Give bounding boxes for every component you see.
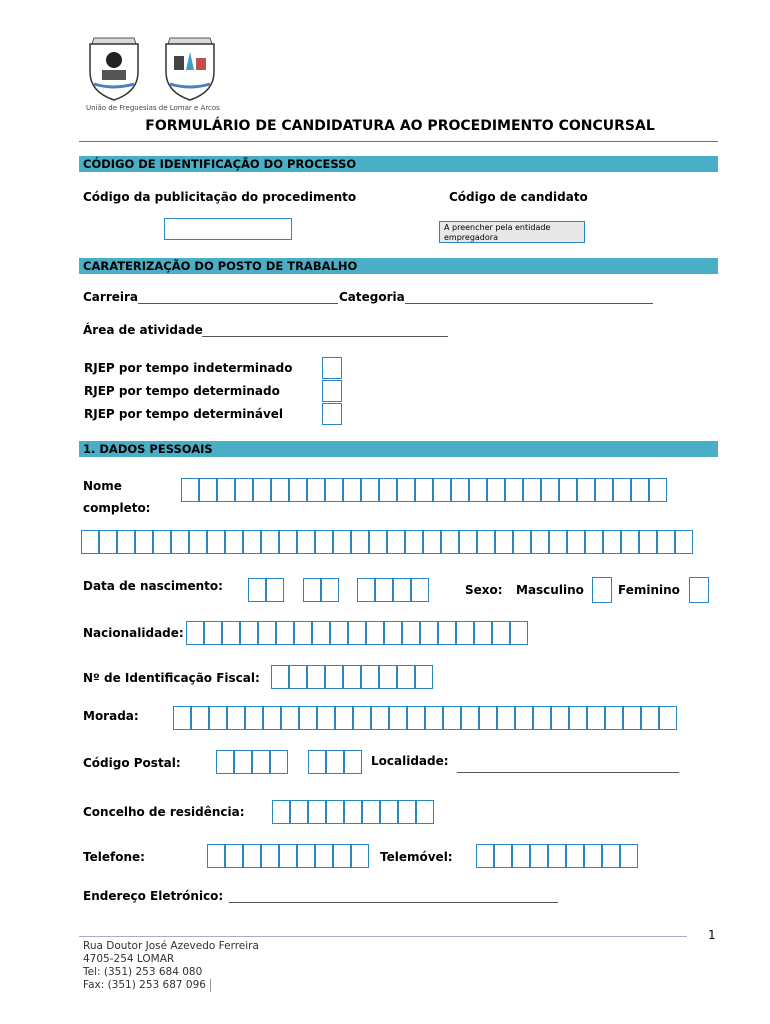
char-box[interactable] <box>282 707 300 729</box>
char-box[interactable] <box>457 622 475 644</box>
char-box[interactable] <box>334 845 352 867</box>
candidate-code-note: A preencher pela entidade empregadora <box>444 223 551 242</box>
char-box[interactable] <box>118 531 136 553</box>
char-box[interactable] <box>259 622 277 644</box>
publication-code-label: Código da publicitação do procedimento <box>83 190 357 204</box>
char-box[interactable] <box>154 531 172 553</box>
email-input[interactable] <box>229 902 558 903</box>
char-box[interactable] <box>650 479 666 501</box>
birth-label: Data de nascimento: <box>83 579 223 593</box>
char-box[interactable] <box>298 531 316 553</box>
char-box[interactable] <box>439 622 457 644</box>
char-box[interactable] <box>358 579 376 601</box>
county-label: Concelho de residência: <box>83 805 245 819</box>
char-box[interactable] <box>82 531 100 553</box>
char-box[interactable] <box>295 622 313 644</box>
char-box[interactable] <box>228 707 246 729</box>
char-box[interactable] <box>560 479 578 501</box>
candidate-code-box <box>439 221 585 243</box>
char-box[interactable] <box>388 531 406 553</box>
char-box[interactable] <box>498 707 516 729</box>
char-box[interactable] <box>208 845 226 867</box>
career-label: Carreira <box>83 290 139 304</box>
char-box[interactable] <box>331 622 349 644</box>
phone-label: Telefone: <box>83 850 145 864</box>
crest-arcos-logo <box>156 30 224 105</box>
char-box[interactable] <box>399 801 417 823</box>
char-box[interactable] <box>308 479 326 501</box>
locality-label: Localidade: <box>371 754 449 768</box>
char-box[interactable] <box>264 707 282 729</box>
birth-year-input[interactable] <box>357 578 429 602</box>
char-box[interactable] <box>280 845 298 867</box>
option-indeterminate-checkbox[interactable] <box>322 357 342 379</box>
char-box[interactable] <box>588 707 606 729</box>
char-box[interactable] <box>412 579 428 601</box>
char-box[interactable] <box>632 479 650 501</box>
char-box[interactable] <box>424 531 442 553</box>
name-input-row1[interactable] <box>181 478 667 502</box>
char-box[interactable] <box>478 531 496 553</box>
option-determinate-label: RJEP por tempo determinado <box>84 384 280 398</box>
char-box[interactable] <box>308 666 326 688</box>
char-box[interactable] <box>291 801 309 823</box>
female-checkbox[interactable] <box>689 577 709 603</box>
char-box[interactable] <box>244 845 262 867</box>
name-input-row2[interactable] <box>81 530 693 554</box>
address-label: Morada: <box>83 709 139 723</box>
char-box[interactable] <box>578 479 596 501</box>
page-number: 1 <box>708 928 716 942</box>
char-box[interactable] <box>385 622 403 644</box>
char-box[interactable] <box>100 531 118 553</box>
char-box[interactable] <box>586 531 604 553</box>
char-box[interactable] <box>408 707 426 729</box>
char-box[interactable] <box>326 479 344 501</box>
char-box[interactable] <box>462 707 480 729</box>
char-box[interactable] <box>254 479 272 501</box>
char-box[interactable] <box>370 531 388 553</box>
nif-label: Nº de Identificação Fiscal: <box>83 671 260 685</box>
char-box[interactable] <box>394 579 412 601</box>
char-box[interactable] <box>442 531 460 553</box>
char-box[interactable] <box>495 845 513 867</box>
footer-address-line1: Rua Doutor José Azevedo Ferreira <box>83 940 259 952</box>
char-box[interactable] <box>235 751 253 773</box>
nationality-input[interactable] <box>186 621 528 645</box>
postal-label: Código Postal: <box>83 756 181 770</box>
char-box[interactable] <box>390 707 408 729</box>
char-box[interactable] <box>290 479 308 501</box>
char-box[interactable] <box>549 845 567 867</box>
char-box[interactable] <box>604 531 622 553</box>
char-box[interactable] <box>210 707 228 729</box>
char-box[interactable] <box>192 707 210 729</box>
birth-day-input[interactable] <box>248 578 284 602</box>
char-box[interactable] <box>344 479 362 501</box>
char-box[interactable] <box>477 845 495 867</box>
char-box[interactable] <box>223 622 241 644</box>
char-box[interactable] <box>200 479 218 501</box>
char-box[interactable] <box>298 845 316 867</box>
char-box[interactable] <box>326 666 344 688</box>
char-box[interactable] <box>272 479 290 501</box>
char-box[interactable] <box>614 479 632 501</box>
char-box[interactable] <box>345 751 361 773</box>
char-box[interactable] <box>524 479 542 501</box>
char-box[interactable] <box>136 531 154 553</box>
char-box[interactable] <box>367 622 385 644</box>
option-determinable-checkbox[interactable] <box>322 403 342 425</box>
male-label: Masculino <box>516 583 584 597</box>
char-box[interactable] <box>514 531 532 553</box>
char-box[interactable] <box>262 531 280 553</box>
char-box[interactable] <box>426 707 444 729</box>
footer-address <box>83 940 259 992</box>
char-box[interactable] <box>513 845 531 867</box>
char-box[interactable] <box>267 579 283 601</box>
char-box[interactable] <box>550 531 568 553</box>
footer-fax: Fax: (351) 253 687 096 <box>83 979 211 992</box>
char-box[interactable] <box>309 751 327 773</box>
char-box[interactable] <box>363 801 381 823</box>
char-box[interactable] <box>416 479 434 501</box>
name-label-line1: Nome <box>83 479 122 493</box>
option-indeterminate-label: RJEP por tempo indeterminado <box>84 361 293 375</box>
char-box[interactable] <box>262 845 280 867</box>
char-box[interactable] <box>190 531 208 553</box>
char-box[interactable] <box>253 751 271 773</box>
org-caption: União de Freguesias de Lomar e Arcos <box>86 104 220 112</box>
char-box[interactable] <box>380 479 398 501</box>
char-box[interactable] <box>349 622 367 644</box>
char-box[interactable] <box>488 479 506 501</box>
char-box[interactable] <box>568 531 586 553</box>
char-box[interactable] <box>417 801 433 823</box>
char-box[interactable] <box>380 666 398 688</box>
sex-label: Sexo: <box>465 583 503 597</box>
char-box[interactable] <box>218 479 236 501</box>
char-box[interactable] <box>226 531 244 553</box>
char-box[interactable] <box>381 801 399 823</box>
char-box[interactable] <box>300 707 318 729</box>
char-box[interactable] <box>304 579 322 601</box>
char-box[interactable] <box>516 707 534 729</box>
char-box[interactable] <box>624 707 642 729</box>
category-label: Categoria <box>339 290 405 304</box>
char-box[interactable] <box>244 531 262 553</box>
char-box[interactable] <box>376 579 394 601</box>
county-input[interactable] <box>272 800 434 824</box>
title-rule <box>79 141 718 142</box>
name-label-line2: completo: <box>83 501 151 515</box>
char-box[interactable] <box>172 531 190 553</box>
char-box[interactable] <box>398 666 416 688</box>
char-box[interactable] <box>277 622 295 644</box>
birth-month-input[interactable] <box>303 578 339 602</box>
char-box[interactable] <box>362 666 380 688</box>
char-box[interactable] <box>585 845 603 867</box>
char-box[interactable] <box>352 845 368 867</box>
char-box[interactable] <box>606 707 624 729</box>
char-box[interactable] <box>621 845 637 867</box>
char-box[interactable] <box>567 845 585 867</box>
char-box[interactable] <box>327 751 345 773</box>
section-personal-heading: 1. DADOS PESSOAIS <box>79 441 718 457</box>
char-box[interactable] <box>345 801 363 823</box>
crest-lomar-logo <box>80 30 148 105</box>
char-box[interactable] <box>532 531 550 553</box>
candidate-code-label: Código de candidato <box>449 190 588 204</box>
char-box[interactable] <box>511 622 527 644</box>
char-box[interactable] <box>531 845 549 867</box>
nationality-label: Nacionalidade: <box>83 626 184 640</box>
char-box[interactable] <box>596 479 614 501</box>
char-box[interactable] <box>542 479 560 501</box>
char-box[interactable] <box>493 622 511 644</box>
section-post-heading: CARATERIZAÇÃO DO POSTO DE TRABALHO <box>79 258 718 274</box>
char-box[interactable] <box>182 479 200 501</box>
char-box[interactable] <box>534 707 552 729</box>
char-box[interactable] <box>480 707 498 729</box>
category-input[interactable] <box>405 303 653 304</box>
char-box[interactable] <box>434 479 452 501</box>
char-box[interactable] <box>416 666 432 688</box>
email-label: Endereço Eletrónico: <box>83 889 224 903</box>
char-box[interactable] <box>344 666 362 688</box>
char-box[interactable] <box>236 479 254 501</box>
char-box[interactable] <box>506 479 524 501</box>
char-box[interactable] <box>676 531 692 553</box>
option-determinable-label: RJEP por tempo determinável <box>84 407 284 421</box>
char-box[interactable] <box>362 479 380 501</box>
char-box[interactable] <box>421 622 439 644</box>
char-box[interactable] <box>187 622 205 644</box>
phone-input[interactable] <box>207 844 369 868</box>
char-box[interactable] <box>327 801 345 823</box>
char-box[interactable] <box>642 707 660 729</box>
char-box[interactable] <box>406 531 424 553</box>
char-box[interactable] <box>460 531 478 553</box>
page-title: FORMULÁRIO DE CANDIDATURA AO PROCEDIMENTO CONCURSAL <box>145 118 655 134</box>
char-box[interactable] <box>246 707 264 729</box>
char-box[interactable] <box>174 707 192 729</box>
char-box[interactable] <box>271 751 287 773</box>
char-box[interactable] <box>640 531 658 553</box>
mobile-label: Telemóvel: <box>380 850 453 864</box>
char-box[interactable] <box>470 479 488 501</box>
male-checkbox[interactable] <box>592 577 612 603</box>
char-box[interactable] <box>603 845 621 867</box>
mobile-input[interactable] <box>476 844 638 868</box>
char-box[interactable] <box>208 531 226 553</box>
char-box[interactable] <box>280 531 298 553</box>
char-box[interactable] <box>475 622 493 644</box>
char-box[interactable] <box>217 751 235 773</box>
postal-code-input[interactable] <box>216 750 288 774</box>
char-box[interactable] <box>334 531 352 553</box>
char-box[interactable] <box>205 622 223 644</box>
publication-code-input[interactable] <box>164 218 292 240</box>
address-input[interactable] <box>173 706 677 730</box>
char-box[interactable] <box>241 622 259 644</box>
char-box[interactable] <box>226 845 244 867</box>
char-box[interactable] <box>313 622 331 644</box>
char-box[interactable] <box>316 845 334 867</box>
female-label: Feminino <box>618 583 680 597</box>
char-box[interactable] <box>322 579 338 601</box>
option-determinate-checkbox[interactable] <box>322 380 342 402</box>
activity-input[interactable] <box>202 336 448 337</box>
char-box[interactable] <box>352 531 370 553</box>
char-box[interactable] <box>398 479 416 501</box>
char-box[interactable] <box>372 707 390 729</box>
char-box[interactable] <box>622 531 640 553</box>
char-box[interactable] <box>660 707 676 729</box>
char-box[interactable] <box>354 707 372 729</box>
char-box[interactable] <box>452 479 470 501</box>
char-box[interactable] <box>570 707 588 729</box>
char-box[interactable] <box>273 801 291 823</box>
footer-rule <box>79 936 687 937</box>
locality-input[interactable] <box>457 772 679 773</box>
char-box[interactable] <box>290 666 308 688</box>
char-box[interactable] <box>249 579 267 601</box>
char-box[interactable] <box>658 531 676 553</box>
char-box[interactable] <box>403 622 421 644</box>
career-input[interactable] <box>138 303 338 304</box>
section-process-heading: CÓDIGO DE IDENTIFICAÇÃO DO PROCESSO <box>79 156 718 172</box>
char-box[interactable] <box>444 707 462 729</box>
char-box[interactable] <box>496 531 514 553</box>
char-box[interactable] <box>318 707 336 729</box>
nif-input[interactable] <box>271 665 433 689</box>
char-box[interactable] <box>316 531 334 553</box>
footer-tel: Tel: (351) 253 684 080 <box>83 966 203 978</box>
char-box[interactable] <box>309 801 327 823</box>
char-box[interactable] <box>272 666 290 688</box>
char-box[interactable] <box>552 707 570 729</box>
activity-label: Área de atividade <box>83 323 203 337</box>
postal-suffix-input[interactable] <box>308 750 362 774</box>
footer-address-line2: 4705-254 LOMAR <box>83 953 175 965</box>
char-box[interactable] <box>336 707 354 729</box>
